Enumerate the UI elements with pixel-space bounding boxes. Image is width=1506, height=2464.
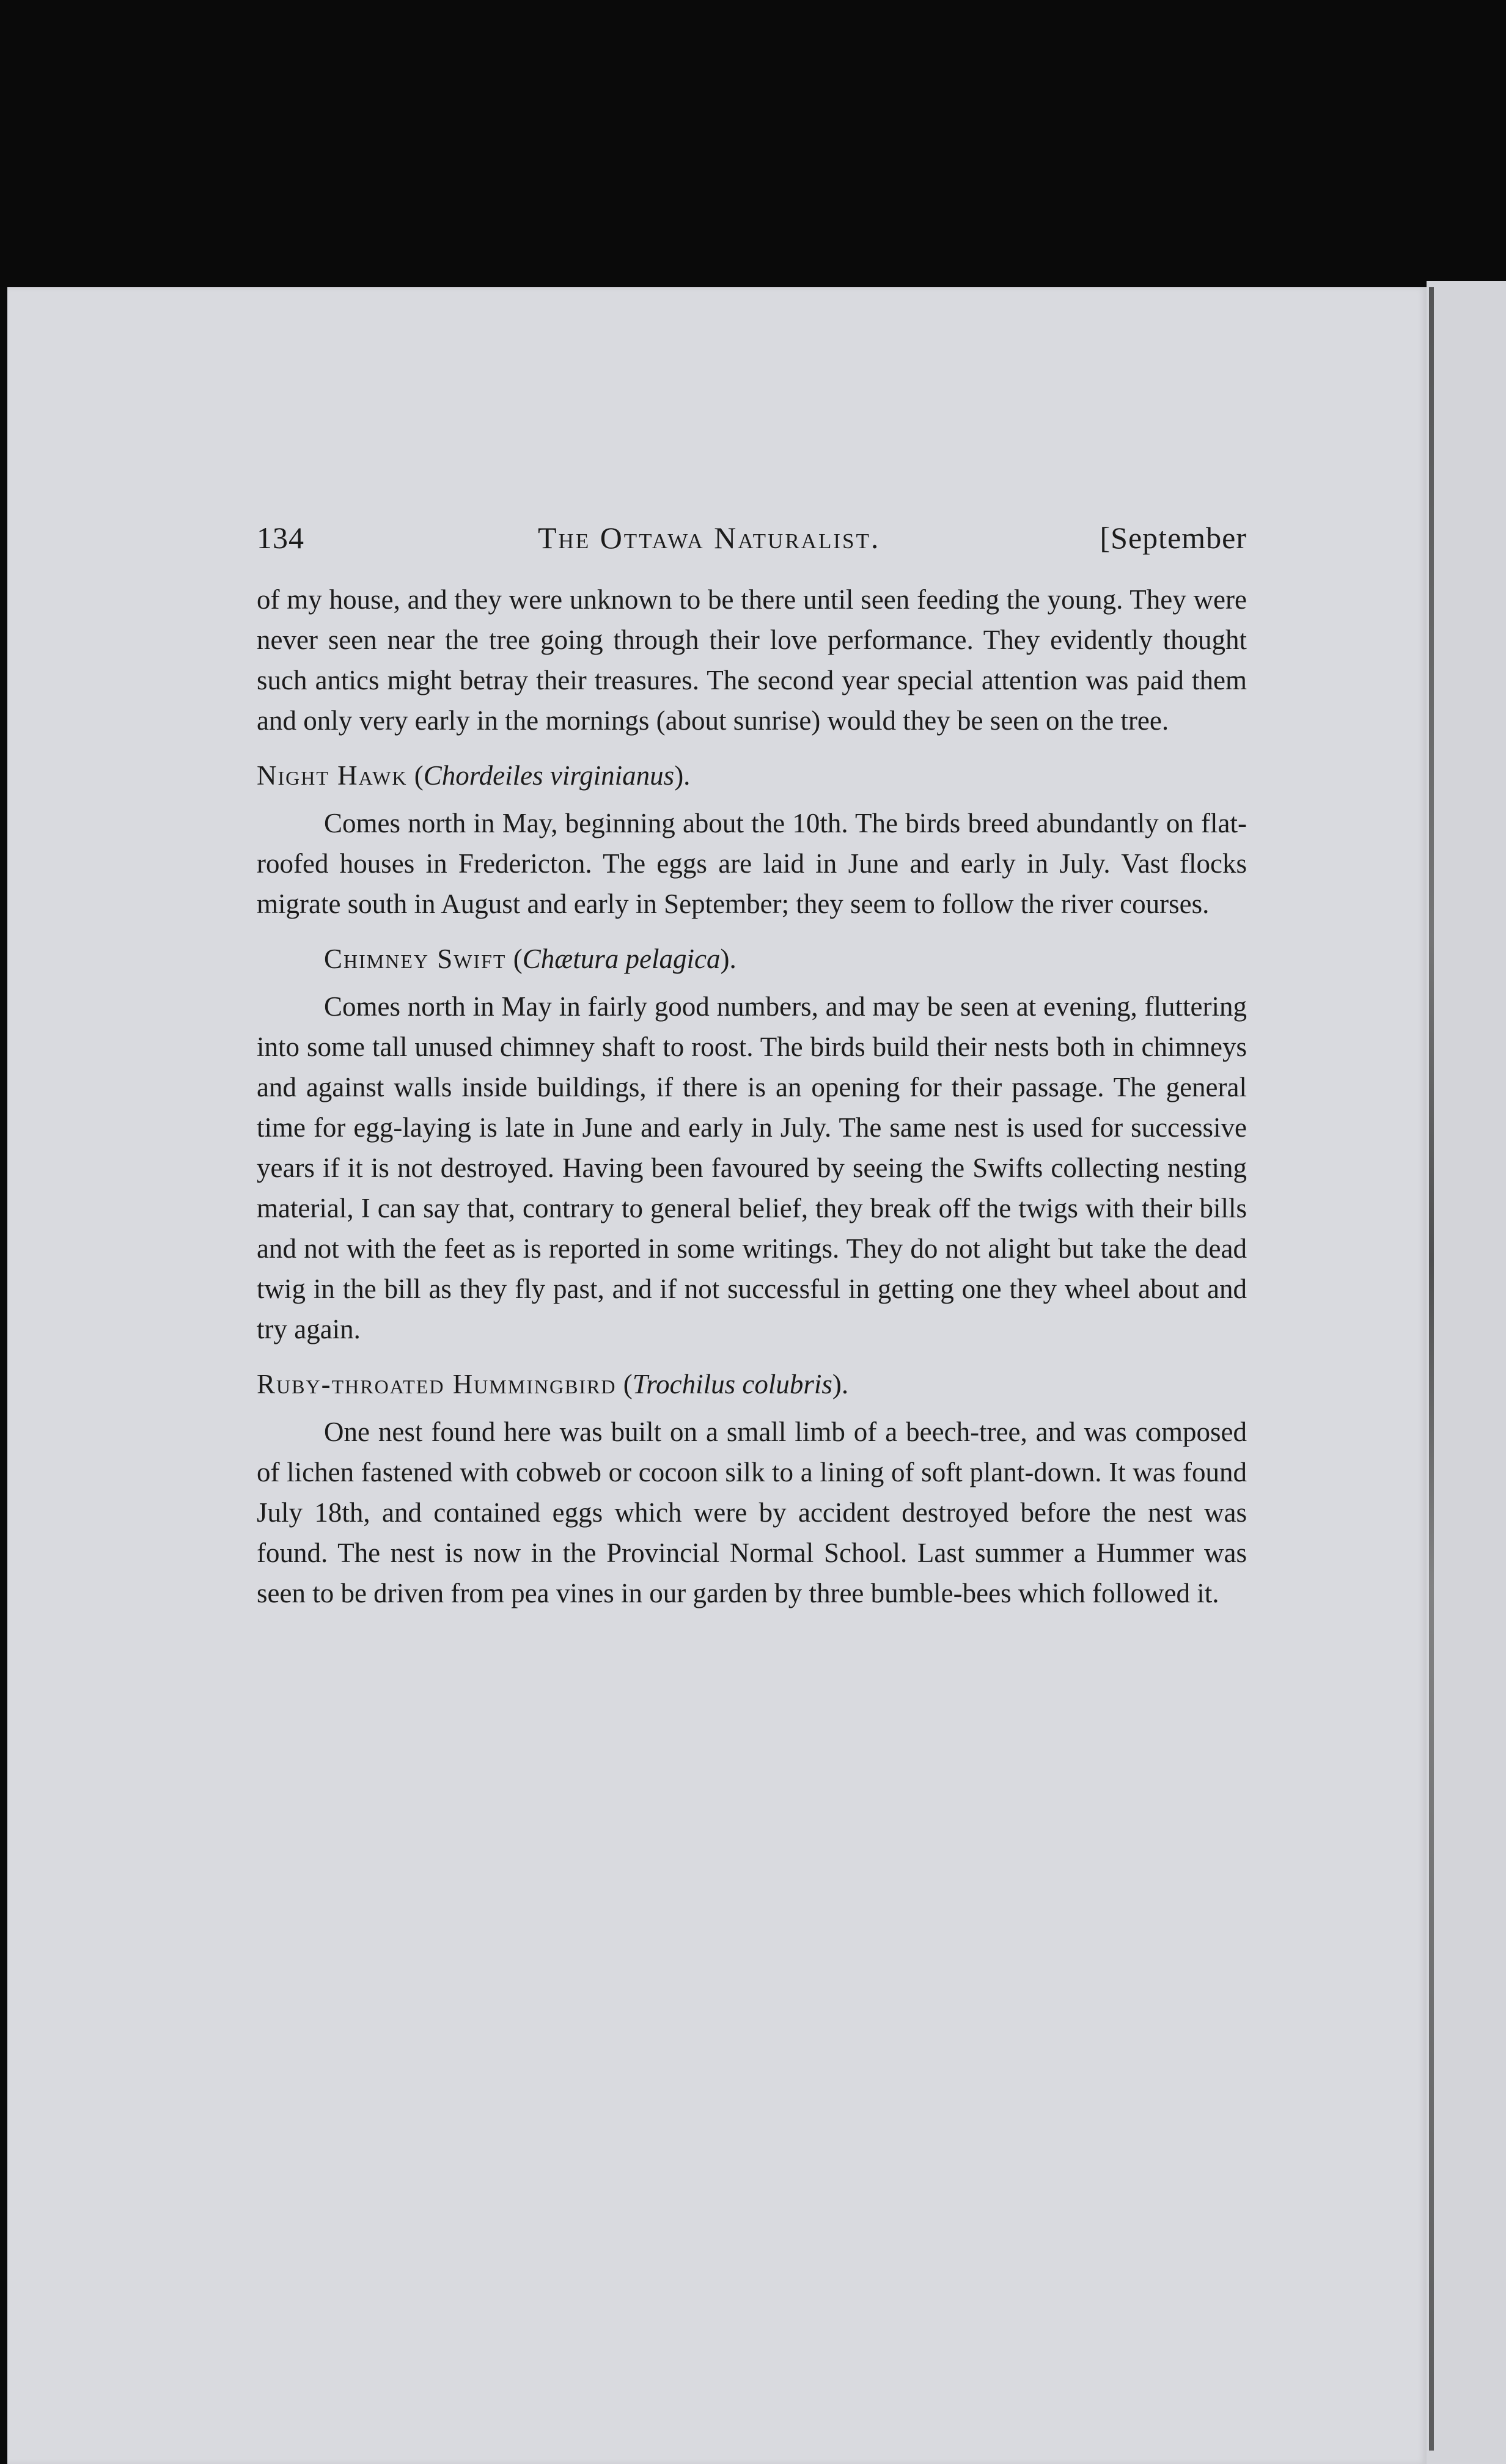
page-number: 134: [257, 521, 304, 555]
species-paragraph-night-hawk: Comes north in May, beginning about the 10th. The birds breed abundantly on flat-roofed houses in Fredericton. The eggs are laid in June and early in July. Vast flocks migrate south in August and early in September; they seem to follow the river courses.: [257, 808, 1247, 919]
scan-background: [0, 0, 1506, 287]
common-name: Ruby-throated Hummingbird: [257, 1369, 617, 1399]
latin-name: Chætura pelagica: [522, 944, 721, 974]
journal-title: The Ottawa Naturalist.: [538, 521, 881, 555]
issue-month: [September: [1100, 521, 1247, 555]
species-heading-chimney-swift: Chimney Swift (Chætura pelagica).: [324, 944, 736, 974]
species-heading-night-hawk: Night Hawk (Chordeiles virginianus).: [257, 760, 691, 791]
common-name: Night Hawk: [257, 760, 408, 791]
article-body: [257, 579, 1247, 1613]
species-heading-hummingbird: Ruby-throated Hummingbird (Trochilus colubris).: [257, 1369, 849, 1399]
intro-paragraph: of my house, and they were unknown to be there until seen feeding the young. They were never seen near the tree going through their love performance. They evidently thought such antics might betray their treasures. The second year special attention was paid them and only very early in the mornings (about sunrise) would they be seen on the tree.: [257, 584, 1247, 736]
species-paragraph-hummingbird: One nest found here was built on a small limb of a beech-tree, and was composed of lichen fastened with cobweb or cocoon silk to a lining of soft plant-down. It was found July 18th, and contained eggs which were by accident destroyed before the nest was found. The nest is now in the Provincial Normal School. Last summer a Hummer was seen to be driven from pea vines in our garden by three bumble-bees which followed it.: [257, 1417, 1247, 1608]
facing-page-edge: [1427, 281, 1506, 2464]
page-text-block: [257, 513, 1247, 1613]
latin-name: Trochilus colubris: [632, 1369, 832, 1399]
common-name: Chimney Swift: [324, 944, 507, 974]
species-paragraph-chimney-swift: Comes north in May in fairly good numbers, and may be seen at evening, fluttering into some tall unused chimney shaft to roost. The birds build their nests both in chimneys and against walls inside buildings, if there is an opening for their passage. The general time for egg-laying is late in June and early in July. The same nest is used for successive years if it is not destroyed. Having been favoured by seeing the Swifts collecting nesting material, I can say that, contrary to general belief, they break off the twigs with their bills and not with the feet as is reported in some writings. They do not alight but take the dead twig in the bill as they fly past, and if not successful in getting one they wheel about and try again.: [257, 991, 1247, 1344]
latin-name: Chordeiles virginianus: [423, 760, 675, 791]
page-binding-edge: [1429, 287, 1434, 2451]
running-header: [257, 513, 1247, 562]
